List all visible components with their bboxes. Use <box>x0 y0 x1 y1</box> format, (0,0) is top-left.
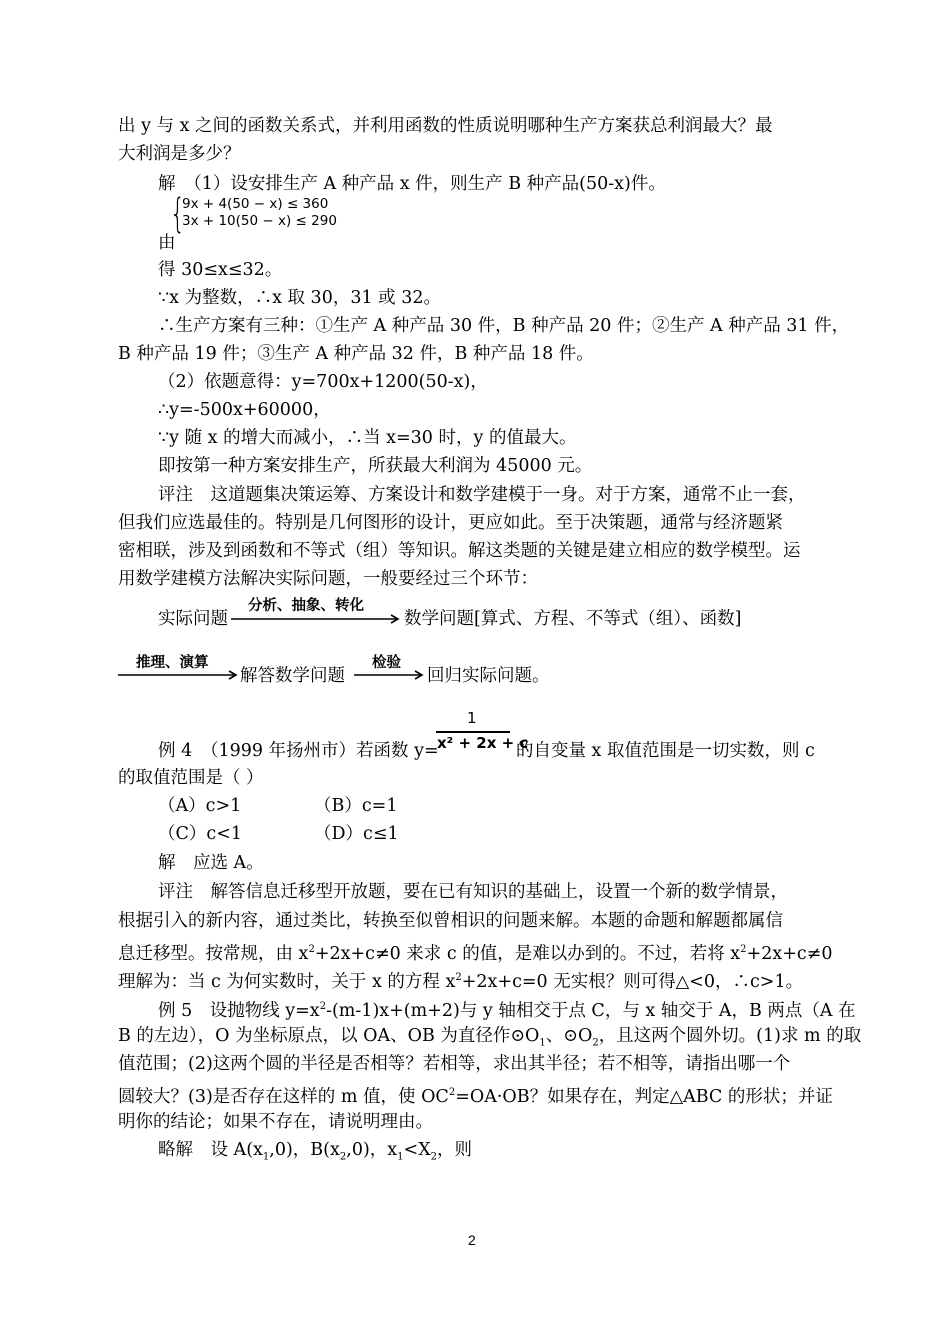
page-number: 2 <box>468 1232 476 1248</box>
text-line: B 的左边），O 为坐标原点，以 OA、OB 为直径作$⊙O_1$、$⊙O_2$，且这两个圆外切。(1)求 m 的取 <box>118 1026 862 1049</box>
text-line: 略解 设 $A(x_1,0)$，$B(x_2,0)$，$x_1<X_2$，则 <box>158 1140 473 1163</box>
fraction-bar <box>436 731 510 733</box>
text-line: ∴y=-500x+60000， <box>158 400 331 420</box>
flow-arrow-label-3: 检验 <box>372 655 401 671</box>
text-line: B 种产品 19 件；③生产 A 种产品 32 件，B 种产品 18 件。 <box>118 344 594 364</box>
text-line: 的自变量 x 取值范围是一切实数，则 c <box>516 741 815 761</box>
flow-arrow-label-1: 分析、抽象、转化 <box>248 598 364 614</box>
text-line: 但我们应选最佳的。特别是几何图形的设计，更应如此。至于决策题，通常与经济题紧 <box>118 513 783 533</box>
option-c: （C）c<1 <box>158 824 242 844</box>
text-line: 密相联，涉及到函数和不等式（组）等知识。解这类题的关键是建立相应的数学模型。运 <box>118 541 801 561</box>
flow-mid: 数学问题[算式、方程、不等式（组）、函数] <box>404 609 742 629</box>
text-line: 用数学建模方法解决实际问题，一般要经过三个环节： <box>118 569 538 589</box>
flow-end: 回归实际问题。 <box>427 666 550 686</box>
left-brace-icon: { <box>170 191 186 237</box>
text-line: 理解为：当 c 为何实数时，关于 x 的方程 $x^2+2x+c=0$ 无实根？则可得△<0，∴c>1。 <box>118 971 804 992</box>
text-line: ∵y 随 x 的增大而减小，∴当 x=30 时，y 的值最大。 <box>158 428 577 448</box>
right-arrow-icon <box>118 670 240 680</box>
option-b: （B）c=1 <box>314 796 398 816</box>
option-a: （A）c>1 <box>158 796 242 816</box>
text-line: 出 y 与 x 之间的函数关系式，并利用函数的性质说明哪种生产方案获总利润最大？最 <box>118 116 773 136</box>
inequality-row-1: 9x + 4(50 − x) ≤ 360 <box>182 196 329 212</box>
text-line: 解 应选 A。 <box>158 853 264 873</box>
text-line: 值范围；(2)这两个圆的半径是否相等？若相等，求出其半径；若不相等，请指出哪一个 <box>118 1054 791 1074</box>
text-line: 的取值范围是（ ） <box>118 768 264 788</box>
right-arrow-icon <box>354 670 426 680</box>
text-line: 明你的结论；如果不存在，请说明理由。 <box>118 1112 433 1132</box>
text-line: 解 （1）设安排生产 A 种产品 x 件，则生产 B 种产品(50-x)件。 <box>158 174 666 194</box>
fraction-denominator: x² + 2x + c <box>437 734 529 752</box>
text-line: 得 30≤x≤32。 <box>158 260 283 280</box>
right-arrow-icon <box>231 614 403 624</box>
text-line: ∴生产方案有三种：①生产 A 种产品 30 件，B 种产品 20 件；②生产 A 种产品 31 件， <box>158 316 850 336</box>
text-line: 大利润是多少？ <box>118 144 241 164</box>
flow-start: 实际问题 <box>158 609 228 629</box>
flow-solve: 解答数学问题 <box>240 666 345 686</box>
option-d: （D）c≤1 <box>314 824 399 844</box>
text-line: 例 5 设抛物线 $y=x^2-(m-1)x+(m+2)$与 y 轴相交于点 C，与 x 轴交于 A，B 两点（A 在 <box>158 1000 856 1021</box>
inequality-row-2: 3x + 10(50 − x) ≤ 290 <box>182 213 337 229</box>
text-line: 由 <box>158 233 176 253</box>
text-line: 息迁移型。按常规，由 $x^2+2x+c\ne 0$ 来求 c 的值，是难以办到的。不过，若将 $x^2+2x+c\ne 0$ <box>118 943 833 964</box>
flow-arrow-label-2: 推理、演算 <box>136 655 209 671</box>
text-line: 评注 解答信息迁移型开放题，要在已有知识的基础上，设置一个新的数学情景， <box>158 882 788 902</box>
text-line: 例 4 （1999 年扬州市）若函数 y= <box>158 741 439 761</box>
text-line: ∵x 为整数，∴x 取 30，31 或 32。 <box>158 288 441 308</box>
fraction-numerator: 1 <box>467 709 477 727</box>
text-line: 圆较大？(3)是否存在这样的 m 值，使 $OC^2=OA\cdot OB$？如果存在，判定△ABC 的形状；并证 <box>118 1086 833 1107</box>
text-line: 即按第一种方案安排生产，所获最大利润为 45000 元。 <box>158 456 593 476</box>
text-line: 评注 这道题集决策运筹、方案设计和数学建模于一身。对于方案，通常不止一套， <box>158 485 806 505</box>
text-line: （2）依题意得：y=700x+1200(50-x)， <box>158 372 488 392</box>
text-line: 根据引入的新内容，通过类比，转换至似曾相识的问题来解。本题的命题和解题都属信 <box>118 911 783 931</box>
